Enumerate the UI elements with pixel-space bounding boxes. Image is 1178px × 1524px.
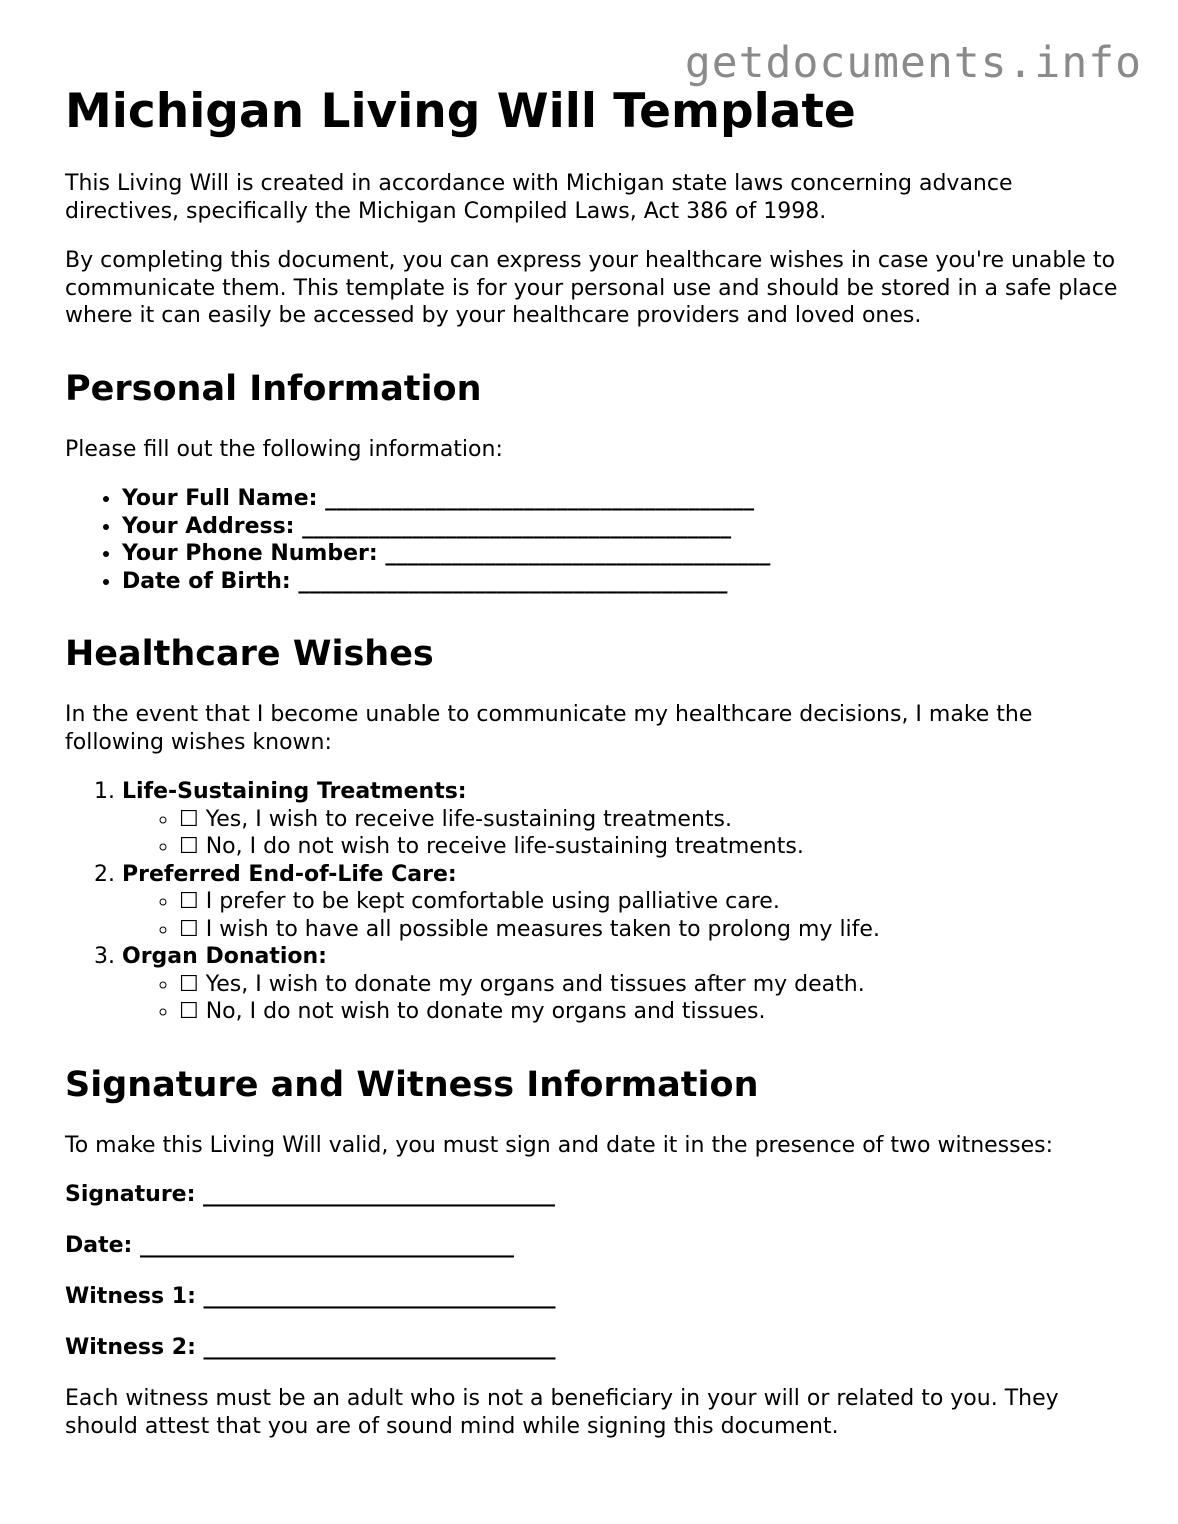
watermark: getdocuments.info [684, 38, 1142, 88]
section-heading-healthcare: Healthcare Wishes [65, 634, 434, 674]
option-life-sustaining-yes[interactable]: ◦ ☐ Yes, I wish to receive life-sustaining treatments. [179, 806, 1125, 834]
field-date-of-birth[interactable]: • Date of Birth: _______________________________________ [122, 568, 1125, 596]
section-heading-signature: Signature and Witness Information [65, 1064, 759, 1105]
wish-label: Preferred End-of-Life Care: [122, 861, 457, 887]
wish-label: Life-Sustaining Treatments: [122, 779, 467, 804]
personal-instruction: Please fill out the following information: [65, 436, 503, 462]
witness-note: Each witness must be an adult who is not a beneficiary in your will or related to you. They should attest that you are of sound mind while signing this document. [65, 1386, 1059, 1439]
option-life-sustaining-no[interactable]: ◦ ☐ No, I do not wish to receive life-sustaining treatments. [179, 833, 1125, 861]
field-full-name[interactable]: • Your Full Name: _______________________________________ [122, 485, 1125, 513]
signature-line[interactable]: Signature: ________________________________ [65, 1182, 556, 1207]
field-address[interactable]: • Your Address: _______________________________________ [122, 513, 1125, 541]
field-phone-number[interactable]: • Your Phone Number: ___________________________________ [122, 540, 1125, 568]
wish-life-sustaining [122, 778, 1125, 861]
option-palliative-care[interactable]: ◦ ☐ I prefer to be kept comfortable using palliative care. [179, 888, 1125, 916]
signature-intro: To make this Living Will valid, you must sign and date it in the presence of two witnesses: [65, 1132, 1054, 1158]
document-page [65, 84, 1125, 1462]
section-heading-personal: Personal Information [65, 368, 482, 409]
option-prolong-life[interactable]: ◦ ☐ I wish to have all possible measures taken to prolong my life. [179, 916, 1125, 944]
witness-2-line[interactable]: Witness 2: ________________________________ [65, 1335, 556, 1360]
wish-organ-donation [122, 943, 1125, 1026]
intro-paragraph-2: By completing this document, you can express your healthcare wishes in case you're unable to communicate them. This template is for your personal use and should be stored in a safe place where it can easily be accessed by your healthcare providers and loved ones. [65, 248, 1118, 328]
page-title: Michigan Living Will Template [65, 84, 856, 139]
healthcare-intro: In the event that I become unable to communicate my healthcare decisions, I make the following wishes known: [65, 702, 1033, 755]
intro-paragraph-1: This Living Will is created in accordance with Michigan state laws concerning advance directives, specifically the Michigan Compiled Laws, Act 386 of 1998. [65, 171, 1013, 224]
option-organ-donation-no[interactable]: ◦ ☐ No, I do not wish to donate my organs and tissues. [179, 998, 1125, 1026]
wish-end-of-life-care [122, 861, 1125, 944]
wish-label: Organ Donation: [122, 944, 327, 969]
personal-fields-list [65, 485, 1125, 595]
witness-1-line[interactable]: Witness 1: ________________________________ [65, 1284, 556, 1309]
date-line[interactable]: Date: __________________________________ [65, 1233, 515, 1258]
healthcare-wishes-list [65, 778, 1125, 1026]
option-organ-donation-yes[interactable]: ◦ ☐ Yes, I wish to donate my organs and tissues after my death. [179, 971, 1125, 999]
